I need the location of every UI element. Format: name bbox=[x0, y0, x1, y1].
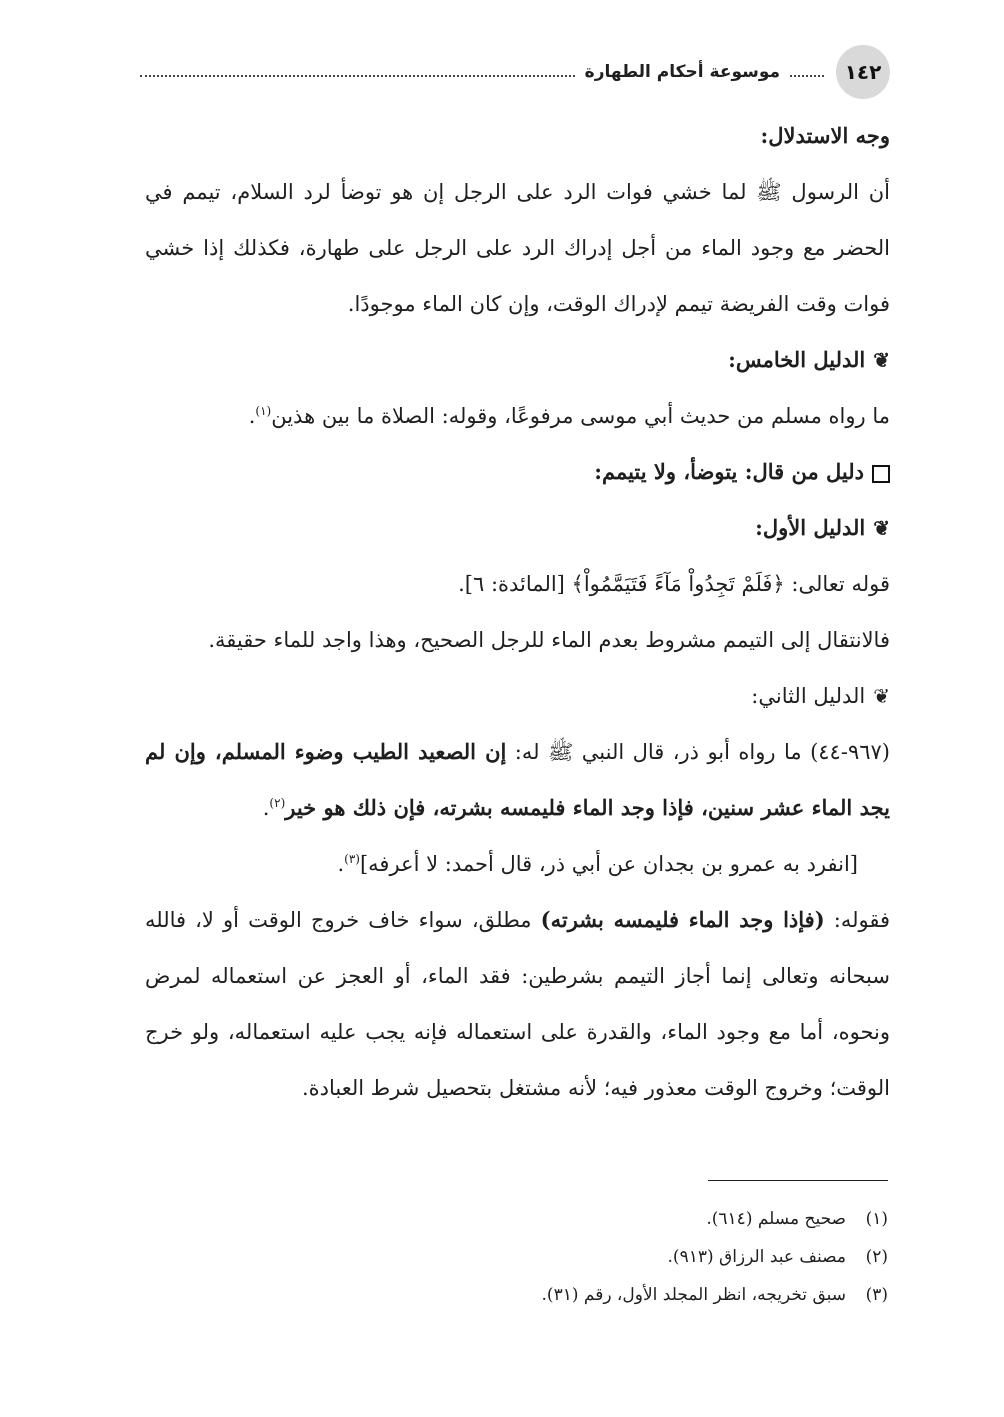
header-dots-right bbox=[790, 75, 824, 77]
hadith-prefix: (٩٦٧-٤٤) ما رواه أبو ذر، قال النبي ﷺ له: bbox=[506, 740, 890, 764]
footnote-text: صحيح مسلم (٦١٤). bbox=[706, 1209, 846, 1229]
page-number-badge: ١٤٢ bbox=[836, 45, 890, 99]
daleel2-heading-line bbox=[145, 668, 890, 724]
leaf-ornament-icon: ❦ bbox=[873, 348, 890, 372]
header-title-row bbox=[140, 59, 824, 85]
daleel1-heading-line bbox=[145, 500, 890, 556]
daleel5-heading-line bbox=[145, 332, 890, 388]
main-text bbox=[145, 108, 890, 1116]
final-bold-quote: (فإذا وجد الماء فليمسه بشرته) bbox=[540, 907, 825, 932]
checkbox-square-icon bbox=[872, 465, 890, 483]
footnote-text: مصنف عبد الرزاق (٩١٣). bbox=[667, 1247, 846, 1267]
isnad-text: [انفرد به عمرو بن بجدان عن أبي ذر، قال أحمد: لا أعرفه] bbox=[359, 852, 858, 876]
footnote-number: (٣) bbox=[865, 1285, 888, 1305]
wajh-heading: وجه الاستدلال: bbox=[760, 123, 890, 148]
footnote-item bbox=[288, 1238, 888, 1276]
daleel1-heading: الدليل الأول: bbox=[755, 515, 866, 540]
daleel5-heading: الدليل الخامس: bbox=[728, 347, 866, 372]
daleel5-paragraph: ما رواه مسلم من حديث أبي موسى مرفوعًا، وقوله: الصلاة ما بين هذين$^{(١)}$. bbox=[248, 404, 890, 428]
hadith-paragraph: (٩٦٧-٤٤) ما رواه أبو ذر، قال النبي ﷺ له: إن الصعيد الطيب وضوء المسلم، وإن لم يجد الماء عشر سنين، فإذا وجد الماء فليمسه بشرته، فإن ذلك هو خير$^{(٢)}$. bbox=[145, 739, 890, 820]
leaf-ornament-icon: ❦ bbox=[873, 684, 890, 708]
footnotes bbox=[288, 1200, 888, 1314]
running-title: موسوعة أحكام الطهارة bbox=[584, 62, 780, 82]
final-paragraph bbox=[145, 892, 890, 1116]
footnote-number: (٢) bbox=[865, 1247, 888, 1267]
footnote-number: (١) bbox=[865, 1209, 888, 1229]
section-heading-line bbox=[145, 444, 890, 500]
final-prefix: فقوله: bbox=[824, 908, 890, 932]
final-text: مطلق، سواء خاف خروج الوقت أو لا، فالله سبحانه وتعالى إنما أجاز التيمم بشرطين: فقد الماء، أو العجز عن استعماله لمرض ونحوه، أما مع وجود الماء، والقدرة على استعماله فإنه يجب عليه استعماله، ولو خرج الوقت؛ وخروج الوقت معذور فيه؛ لأنه مشتغل بتحصيل شرط العبادة. bbox=[145, 908, 890, 1100]
daleel5-text: ما رواه مسلم من حديث أبي موسى مرفوعًا، وقوله: الصلاة ما بين هذين bbox=[271, 404, 890, 428]
daleel1-quran: قوله تعالى: ﴿فَلَمْ تَجِدُواْ مَآءً فَتَيَمَّمُواْ﴾ [المائدة: ٦]. bbox=[458, 572, 890, 596]
footnote-ref-3[interactable]: (٣) bbox=[344, 852, 360, 866]
footnote-item bbox=[288, 1276, 888, 1314]
daleel2-heading: الدليل الثاني: bbox=[751, 684, 866, 708]
header-dots-left bbox=[140, 75, 575, 77]
footnote-item bbox=[288, 1200, 888, 1238]
footnote-ref-1[interactable]: (١) bbox=[255, 404, 272, 418]
footnote-ref-2[interactable]: (٢) bbox=[269, 796, 286, 810]
page-header bbox=[140, 45, 890, 101]
wajh-paragraph: أن الرسول ﷺ لما خشي فوات الرد على الرجل إن هو توضأ لرد السلام، تيمم في الحضر مع وجود الماء من أجل إدراك الرد على الرجل على طهارة، فكذلك إذا خشي فوات وقت الفريضة تيمم لإدراك الوقت، وإن كان الماء موجودًا. bbox=[145, 180, 890, 316]
footnote-separator bbox=[708, 1180, 888, 1181]
leaf-ornament-icon: ❦ bbox=[873, 516, 890, 540]
footnote-text: سبق تخريجه، انظر المجلد الأول، رقم (٣١). bbox=[541, 1285, 846, 1305]
isnad-paragraph: [انفرد به عمرو بن بجدان عن أبي ذر، قال أحمد: لا أعرفه]$^{(٣)}$. bbox=[337, 852, 858, 876]
section-heading: دليل من قال: يتوضأ، ولا يتيمم: bbox=[594, 459, 864, 484]
daleel1-paragraph: فالانتقال إلى التيمم مشروط بعدم الماء للرجل الصحيح، وهذا واجد للماء حقيقة. bbox=[208, 628, 890, 652]
hadith-text: إن الصعيد الطيب وضوء المسلم، وإن لم يجد الماء عشر سنين، فإذا وجد الماء فليمسه بشرته، فإن ذلك هو خير bbox=[145, 739, 890, 820]
